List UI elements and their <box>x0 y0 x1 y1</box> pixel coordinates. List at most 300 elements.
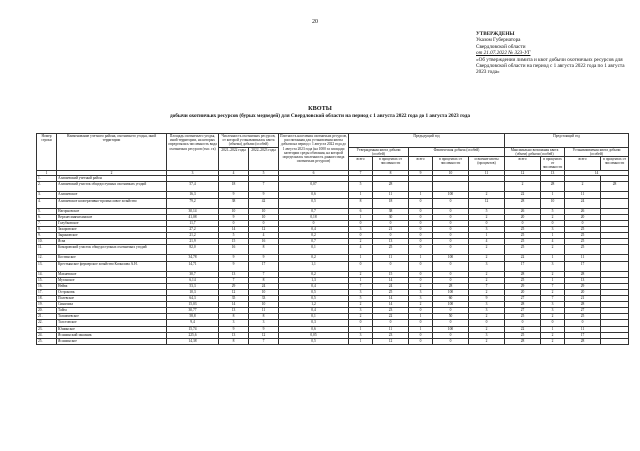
row-value-cell: 9 <box>249 255 279 261</box>
row-number: 9. <box>37 233 57 239</box>
row-value-cell: 15,03 <box>167 302 219 308</box>
row-value-cell: 3 <box>541 226 565 232</box>
row-number: 19. <box>37 302 57 308</box>
row-value-cell: 2 <box>469 314 505 320</box>
row-value-cell: 24 <box>249 283 279 289</box>
row-value-cell: 26 <box>565 208 601 214</box>
row-value-cell: 25 <box>565 245 601 255</box>
row-value-cell: 8 <box>249 245 279 255</box>
row-value-cell: 21 <box>373 226 409 232</box>
row-value-cell: 100 <box>433 255 469 261</box>
row-territory-name: Толстовское <box>57 320 167 326</box>
row-value-cell: 25 <box>505 239 541 245</box>
row-value-cell: 30,7 <box>167 271 219 277</box>
row-number: 25. <box>37 338 57 344</box>
header-total: всего <box>409 157 433 171</box>
row-value-cell: 27 <box>505 308 541 314</box>
row-value-cell: 8 <box>349 198 373 208</box>
header-total: всего <box>505 157 541 171</box>
row-value-cell: 0,7 <box>279 239 349 245</box>
row-value-cell: 14 <box>373 302 409 308</box>
row-value-cell: 0 <box>541 220 565 226</box>
header-abundance: Численность охотничьих ресурсов, от которой устанавливалась квота (объема) добычи (особей) <box>219 134 279 148</box>
column-index-cell: 7 <box>349 170 373 176</box>
row-value-cell: 30 <box>373 214 409 220</box>
row-value-cell: 3 <box>469 226 505 232</box>
header-mastered: освоение квоты (процентов) <box>469 157 505 171</box>
row-value-cell: 100 <box>433 302 469 308</box>
row-value-cell: 0 <box>409 320 433 326</box>
row-value-cell: 7 <box>249 338 279 344</box>
row-value-cell: 25 <box>505 277 541 283</box>
row-value-cell: 57,4 <box>167 182 219 192</box>
row-value-cell: 2 <box>469 277 505 283</box>
row-value-cell: 9 <box>469 296 505 302</box>
header-name: Наименование учетного района, охотничьего угодья, иной территории <box>57 134 167 171</box>
row-value-cell: 2 <box>469 326 505 332</box>
row-number: 11. <box>37 245 57 255</box>
row-value-cell: 2 <box>541 332 565 338</box>
column-index-cell: 6 <box>279 170 349 176</box>
row-value-cell: 0,18 <box>279 214 349 220</box>
row-value-cell: 0 <box>433 245 469 255</box>
row-value-cell: 8 <box>249 314 279 320</box>
row-value-cell: 24 <box>565 198 601 208</box>
row-value-cell <box>601 338 629 344</box>
row-territory-name: Алапаевское кооперативно-промысловое хозяйство <box>57 198 167 208</box>
row-value-cell: 10 <box>249 208 279 214</box>
row-value-cell: 20 <box>565 214 601 220</box>
row-value-cell: 17 <box>565 261 601 271</box>
row-territory-name: Остроновк <box>57 290 167 296</box>
row-value-cell: 0,2 <box>279 233 349 239</box>
approval-line-1: Указом Губернатора <box>476 37 521 44</box>
row-territory-name: Нагорновское <box>57 208 167 214</box>
row-value-cell: 16 <box>219 245 249 255</box>
row-value-cell: 35 <box>219 296 249 302</box>
row-value-cell: 10,3 <box>167 290 219 296</box>
header-established: Устанавливаемая квота добычи (особей) <box>565 147 629 156</box>
row-value-cell: 4 <box>541 239 565 245</box>
header-total: всего <box>349 157 373 171</box>
row-value-cell: 0 <box>433 233 469 239</box>
row-value-cell: 29 <box>565 283 601 289</box>
row-value-cell: 14 <box>373 277 409 283</box>
row-number: 3. <box>37 192 57 198</box>
row-territory-name: Махневское <box>57 271 167 277</box>
row-value-cell: 28 <box>601 182 629 192</box>
row-value-cell: 9 <box>249 326 279 332</box>
row-value-cell: 15 <box>219 239 249 245</box>
row-value-cell: 3 <box>349 332 373 338</box>
row-value-cell: 7 <box>541 296 565 302</box>
row-value-cell: 53,3 <box>167 283 219 289</box>
row-value-cell: 1 <box>349 326 373 332</box>
row-value-cell: 25 <box>373 245 409 255</box>
row-value-cell: 0 <box>409 245 433 255</box>
row-value-cell: 0 <box>279 220 349 226</box>
row-territory-name: Полевское <box>57 296 167 302</box>
row-value-cell: 28 <box>433 283 469 289</box>
row-value-cell: 22 <box>373 314 409 320</box>
row-value-cell: 2 <box>541 271 565 277</box>
row-value-cell: 0 <box>409 277 433 283</box>
row-value-cell: 0 <box>433 208 469 214</box>
row-value-cell: 11 <box>565 326 601 332</box>
row-value-cell: 5 <box>541 208 565 214</box>
row-value-cell: 25 <box>565 226 601 232</box>
row-value-cell: 100 <box>433 326 469 332</box>
row-value-cell: 7 <box>249 271 279 277</box>
row-value-cell: 33 <box>249 296 279 302</box>
row-territory-name: Ясашинский заказник <box>57 332 167 338</box>
row-value-cell: 17 <box>505 261 541 271</box>
row-value-cell: 10 <box>541 198 565 208</box>
row-value-cell: 2 <box>469 214 505 220</box>
row-value-cell: 60 <box>433 296 469 302</box>
row-value-cell: 13 <box>219 271 249 277</box>
column-index-cell: 8 <box>373 170 409 176</box>
row-value-cell: 225,6 <box>167 332 219 338</box>
row-value-cell: 27,2 <box>167 226 219 232</box>
row-value-cell: 18 <box>373 198 409 208</box>
row-value-cell <box>601 245 629 255</box>
row-number: 22. <box>37 320 57 326</box>
header-pct: в процентах от численности <box>373 157 409 171</box>
row-value-cell: 24 <box>373 283 409 289</box>
table-body <box>37 170 629 344</box>
row-value-cell: 1 <box>409 326 433 332</box>
row-value-cell: 0 <box>373 233 409 239</box>
row-value-cell: 0 <box>433 320 469 326</box>
row-value-cell: 3 <box>409 290 433 296</box>
header-actual-harvest: Фактическая добыча (особей) <box>409 147 505 156</box>
row-number: 10. <box>37 239 57 245</box>
row-value-cell: 0,3 <box>279 320 349 326</box>
row-value-cell: 4 <box>249 233 279 239</box>
row-value-cell: 0 <box>373 320 409 326</box>
row-value-cell: 0 <box>433 226 469 232</box>
row-territory-name: Юшинское <box>57 326 167 332</box>
row-value-cell <box>469 182 505 192</box>
row-value-cell: 0 <box>349 220 373 226</box>
row-value-cell: 1 <box>409 314 433 320</box>
row-value-cell: 2 <box>349 302 373 308</box>
row-value-cell: 20 <box>505 290 541 296</box>
row-territory-name: Алапаевское <box>57 192 167 198</box>
row-territory-name: Костинское <box>57 255 167 261</box>
approval-line-3: «Об утверждении лимита и квот добычи охотничьих ресурсов для Свердловской области на период с 1 августа 2022 года по 1 августа 2023 года» <box>476 56 625 76</box>
row-value-cell: 0 <box>433 277 469 283</box>
row-value-cell: 3 <box>409 296 433 302</box>
row-territory-name: Захаровское <box>57 226 167 232</box>
row-value-cell: 7 <box>349 283 373 289</box>
row-value-cell: 25 <box>505 226 541 232</box>
column-index-cell: 14 <box>565 170 629 176</box>
row-value-cell: 1 <box>349 277 373 283</box>
row-value-cell: 1 <box>349 192 373 198</box>
row-value-cell: 5 <box>349 296 373 302</box>
row-territory-name: Алапаевский учетный район <box>57 176 167 182</box>
row-number: 4. <box>37 198 57 208</box>
table-row <box>37 198 629 208</box>
header-prev-year: Предыдущий год <box>349 134 505 148</box>
column-index-cell: 1 <box>37 170 57 176</box>
row-value-cell: 0 <box>433 214 469 220</box>
row-value-cell: 22 <box>505 326 541 332</box>
row-value-cell: 2 <box>469 255 505 261</box>
row-value-cell: 58,8 <box>167 314 219 320</box>
row-territory-name: Синячиха <box>57 302 167 308</box>
row-value-cell: 0,5 <box>279 198 349 208</box>
row-value-cell: 8 <box>219 314 249 320</box>
row-value-cell: 0 <box>433 271 469 277</box>
approval-heading: УТВЕРЖДЕНЫ <box>476 31 515 37</box>
row-value-cell: 2 <box>541 338 565 344</box>
row-territory-name: Голубковское <box>57 220 167 226</box>
row-value-cell: 34,78 <box>167 255 219 261</box>
row-value-cell: 3 <box>249 320 279 326</box>
row-number: 12. <box>37 255 57 261</box>
row-value-cell: 21,2 <box>167 233 219 239</box>
row-value-cell: 11,7 <box>167 220 219 226</box>
row-value-cell: 0 <box>565 220 601 226</box>
row-value-cell: 0 <box>565 320 601 326</box>
row-value-cell: 25 <box>505 233 541 239</box>
row-value-cell: 0,1 <box>279 245 349 255</box>
row-value-cell: 16,3 <box>167 192 219 198</box>
row-territory-name: Алапаевский участок общедоступных охотничьих угодий <box>57 182 167 192</box>
row-number: 13. <box>37 261 57 271</box>
row-value-cell: 28 <box>565 338 601 344</box>
row-territory-name: Ясва <box>57 239 167 245</box>
row-value-cell: 0,5 <box>279 338 349 344</box>
row-value-cell: 0 <box>409 220 433 226</box>
row-value-cell: 1 <box>541 326 565 332</box>
row-value-cell: 28 <box>505 302 541 308</box>
row-value-cell: 0,07 <box>279 182 349 192</box>
row-value-cell: 25 <box>565 233 601 239</box>
row-value-cell: 0 <box>349 233 373 239</box>
row-value-cell: 0,5 <box>279 290 349 296</box>
row-value-cell: 0 <box>433 261 469 271</box>
row-value-cell: 9 <box>219 192 249 198</box>
row-number: 1. <box>37 176 57 182</box>
row-value-cell: 28 <box>505 198 541 208</box>
row-territory-name: Тайга <box>57 308 167 314</box>
row-territory-name: Верхнесинячихинское <box>57 214 167 220</box>
row-value-cell: 11 <box>373 326 409 332</box>
row-number: 16. <box>37 283 57 289</box>
row-number: 24. <box>37 332 57 338</box>
row-number: 18. <box>37 296 57 302</box>
header-max-possible: Максимально возможная квота (объем) добычи (особей) <box>505 147 565 156</box>
header-area: Площадь охотничьего угодья, иной территории, на которых определялась численность вида охотничьих ресурсов (тыс. га) <box>167 134 219 171</box>
row-value-cell: 27 <box>565 308 601 314</box>
row-number: 7. <box>37 220 57 226</box>
row-value-cell: 3 <box>349 226 373 232</box>
row-value-cell: 0,05 <box>279 332 349 338</box>
row-value-cell: 11 <box>373 255 409 261</box>
row-value-cell: 0 <box>409 338 433 344</box>
table-row <box>37 261 629 271</box>
row-value-cell: 14 <box>219 226 249 232</box>
row-number: 17. <box>37 290 57 296</box>
row-value-cell: 0,5 <box>279 296 349 302</box>
row-value-cell: 12 <box>249 332 279 338</box>
row-value-cell: 0 <box>505 220 541 226</box>
row-value-cell: 41,08 <box>167 214 219 220</box>
row-territory-name: Нейва <box>57 283 167 289</box>
row-value-cell: 22 <box>505 192 541 198</box>
row-value-cell: 28 <box>373 182 409 192</box>
row-value-cell: 25 <box>373 290 409 296</box>
column-index-cell: 4 <box>219 170 249 176</box>
row-value-cell: 5 <box>469 208 505 214</box>
row-value-cell: 15,74 <box>167 326 219 332</box>
row-value-cell: 2 <box>505 182 541 192</box>
row-value-cell: 8 <box>249 277 279 283</box>
page-number: 20 <box>312 19 318 25</box>
row-value-cell <box>601 261 629 271</box>
row-value-cell: 25 <box>565 239 601 245</box>
row-value-cell: 30,14 <box>167 208 219 214</box>
header-pct: в процентах от численности <box>433 157 469 171</box>
row-value-cell: 7 <box>541 283 565 289</box>
row-value-cell <box>409 182 433 192</box>
row-value-cell: 6,14 <box>167 277 219 283</box>
row-value-cell: 0 <box>469 320 505 326</box>
row-value-cell: 16 <box>249 239 279 245</box>
row-value-cell: 10 <box>249 302 279 308</box>
row-value-cell: 7 <box>249 182 279 192</box>
header-year-2022: 2022–2023 годы <box>249 147 279 170</box>
row-value-cell: 21 <box>565 296 601 302</box>
row-value-cell: 10 <box>219 208 249 214</box>
row-value-cell: 0 <box>409 208 433 214</box>
row-value-cell: 1 <box>349 255 373 261</box>
row-value-cell: 10 <box>249 214 279 220</box>
row-territory-name: Ясашинское <box>57 338 167 344</box>
row-number: 23. <box>37 326 57 332</box>
row-value-cell: 0 <box>505 320 541 326</box>
row-value-cell: 0 <box>409 214 433 220</box>
row-value-cell: 0,4 <box>279 283 349 289</box>
row-value-cell: 2 <box>469 245 505 255</box>
row-value-cell: 11 <box>565 192 601 198</box>
row-value-cell: 3 <box>349 308 373 314</box>
row-value-cell: 3 <box>469 261 505 271</box>
row-value-cell: 3 <box>349 290 373 296</box>
row-value-cell: 29 <box>219 283 249 289</box>
row-value-cell: 0,6 <box>279 192 349 198</box>
row-value-cell: 1 <box>349 214 373 220</box>
row-value-cell: 6 <box>349 208 373 214</box>
row-value-cell: 0 <box>373 261 409 271</box>
row-value-cell: 5 <box>219 233 249 239</box>
row-value-cell: 2 <box>409 302 433 308</box>
row-value-cell: 0 <box>409 271 433 277</box>
row-value-cell: 4 <box>469 239 505 245</box>
row-territory-name: Зыряновское <box>57 233 167 239</box>
row-value-cell: 9 <box>219 255 249 261</box>
row-value-cell: 1 <box>409 192 433 198</box>
row-value-cell: 79,2 <box>167 198 219 208</box>
row-value-cell: 0,6 <box>279 326 349 332</box>
row-value-cell: 1 <box>469 233 505 239</box>
row-value-cell: 0,1 <box>279 314 349 320</box>
header-year-2021: 2021–2022 годы <box>219 147 249 170</box>
row-value-cell: 1 <box>349 338 373 344</box>
row-value-cell: 28 <box>505 271 541 277</box>
row-value-cell: 15 <box>373 271 409 277</box>
row-value-cell: 82,0 <box>167 245 219 255</box>
row-value-cell <box>601 198 629 208</box>
row-value-cell: 13 <box>219 332 249 338</box>
row-number: 20. <box>37 308 57 314</box>
row-value-cell: 28 <box>505 338 541 344</box>
row-value-cell: 11 <box>249 308 279 314</box>
row-value-cell: 0 <box>433 198 469 208</box>
row-value-cell: 2 <box>349 239 373 245</box>
row-value-cell: 9 <box>249 192 279 198</box>
row-value-cell: 27 <box>505 296 541 302</box>
table-row <box>37 338 629 344</box>
quota-table <box>36 133 629 345</box>
row-value-cell: 38 <box>373 208 409 214</box>
row-value-cell: 9 <box>219 326 249 332</box>
row-value-cell: 1 <box>541 192 565 198</box>
row-value-cell: 1,3 <box>279 277 349 283</box>
row-value-cell: 50 <box>433 314 469 320</box>
row-value-cell: 0 <box>409 226 433 232</box>
row-value-cell: 2 <box>541 214 565 220</box>
header-next-year: Предстоящий год <box>505 134 629 148</box>
document-title: КВОТЫ <box>308 105 332 112</box>
row-number: 8. <box>37 226 57 232</box>
table-row <box>37 245 629 255</box>
row-value-cell: 14,71 <box>167 261 219 271</box>
row-value-cell: 30,77 <box>167 308 219 314</box>
row-number: 21. <box>37 314 57 320</box>
row-number: 5. <box>37 208 57 214</box>
row-number: 6. <box>37 214 57 220</box>
row-value-cell: 3 <box>541 261 565 271</box>
row-value-cell: 3 <box>541 308 565 314</box>
row-value-cell: 2 <box>541 245 565 255</box>
header-pct: в процентах от численности <box>601 157 629 171</box>
row-value-cell: 2 <box>469 338 505 344</box>
row-value-cell: 14,38 <box>167 338 219 344</box>
row-value-cell: 28 <box>565 271 601 277</box>
row-value-cell: 2 <box>469 271 505 277</box>
column-index-cell: 3 <box>167 170 219 176</box>
row-value-cell: 0 <box>349 320 373 326</box>
row-value-cell: 25 <box>505 314 541 320</box>
row-value-cell: 0 <box>409 332 433 338</box>
row-value-cell: 2 <box>541 314 565 320</box>
row-value-cell: 5 <box>349 182 373 192</box>
row-value-cell: 3 <box>469 302 505 308</box>
row-value-cell: 10 <box>249 290 279 296</box>
row-value-cell: 21,9 <box>167 239 219 245</box>
row-value-cell: 0 <box>433 338 469 344</box>
row-value-cell: 0 <box>433 239 469 245</box>
document-subtitle: добычи охотничьих ресурсов (бурых медведей) для Свердловской области на период с 1 августа 2022 года до 1 августа 2023 года <box>170 113 470 119</box>
row-value-cell: 9 <box>219 261 249 271</box>
row-value-cell: 2 <box>469 290 505 296</box>
row-value-cell: 25 <box>505 332 541 338</box>
